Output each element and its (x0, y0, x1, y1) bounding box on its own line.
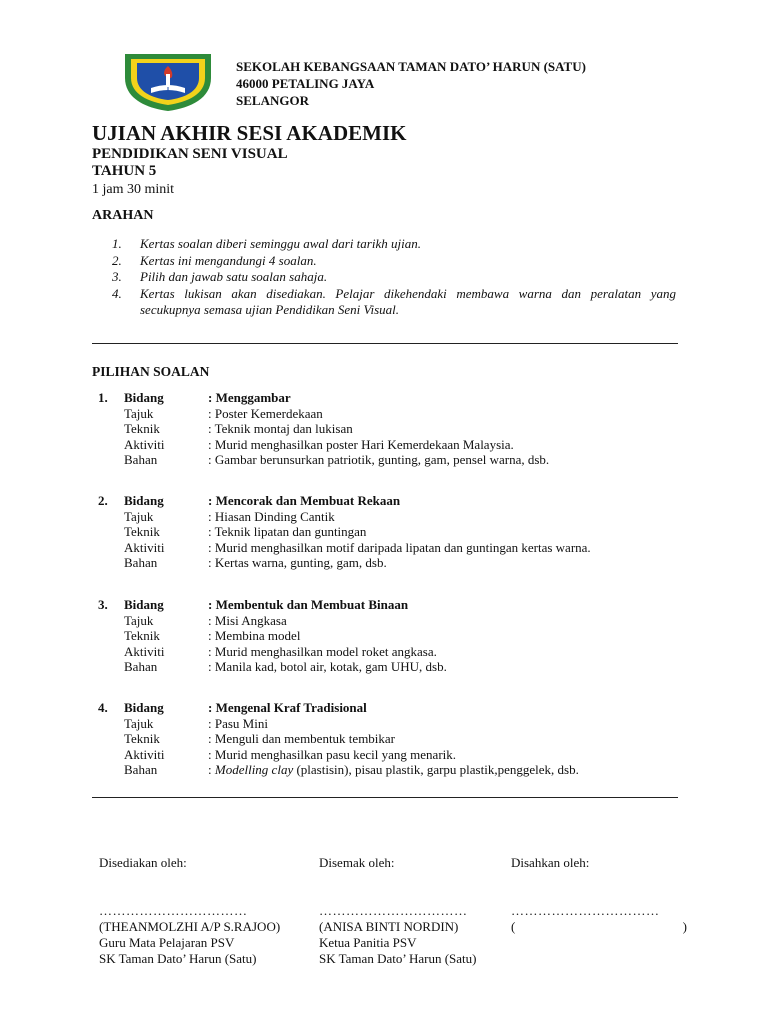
label-bidang: Bidang (124, 390, 164, 405)
signature-school: SK Taman Dato’ Harun (Satu) (99, 951, 257, 966)
label-aktiviti: Aktiviti (124, 539, 165, 555)
value-bidang: : Menggambar (208, 390, 291, 405)
value-bidang: : Membentuk dan Membuat Binaan (208, 597, 409, 612)
divider-bottom (92, 797, 678, 798)
label-tajuk: Tajuk (124, 508, 154, 524)
signature-name: (ANISA BINTI NORDIN) (319, 919, 459, 934)
signature-label: Disemak oleh: (319, 855, 395, 870)
instruction-text: Kertas lukisan akan disediakan. Pelajar dikehendaki membawa warna dan peralatan yang secukupnya semasa ujian Pendidikan Seni Visual. (140, 285, 676, 317)
value-teknik: : Membina model (208, 628, 301, 644)
value-aktiviti: : Murid menghasilkan pasu kecil yang menarik. (208, 746, 457, 762)
value-tajuk: : Poster Kemerdekaan (208, 405, 323, 421)
question-1 (98, 390, 678, 468)
label-bahan: Bahan (124, 555, 158, 571)
instruction-text: Kertas ini mengandungi 4 soalan. (140, 252, 317, 268)
value-aktiviti: : Murid menghasilkan motif daripada lipatan dan guntingan kertas warna. (208, 539, 591, 555)
school-header (236, 58, 586, 109)
value-tajuk: : Pasu Mini (208, 715, 268, 731)
value-bahan: : Gambar berunsurkan patriotik, gunting, gam, pensel warna, dsb. (208, 452, 550, 468)
signature-line: …………………………… (319, 903, 468, 918)
school-name: SEKOLAH KEBANGSAAN TAMAN DATO’ HARUN (SATU) (236, 59, 586, 74)
label-tajuk: Tajuk (124, 405, 154, 421)
exam-year: TAHUN 5 (92, 163, 157, 179)
question-number: 3. (98, 597, 108, 612)
signature-label: Disahkan oleh: (511, 855, 590, 870)
value-tajuk: : Misi Angkasa (208, 612, 287, 628)
instruction-text: Kertas soalan diberi seminggu awal dari tarikh ujian. (140, 236, 421, 251)
question-2 (98, 493, 678, 571)
paren-close: ) (682, 919, 687, 934)
exam-title: UJIAN AKHIR SESI AKADEMIK (92, 121, 407, 145)
label-teknik: Teknik (124, 731, 160, 747)
divider-top (92, 343, 678, 344)
label-teknik: Teknik (124, 628, 160, 644)
exam-duration: 1 jam 30 minit (92, 182, 175, 197)
value-aktiviti: : Murid menghasilkan poster Hari Kemerdekaan Malaysia. (208, 436, 514, 452)
value-bahan (208, 762, 678, 778)
instruction-item (112, 269, 676, 286)
signature-checked (319, 855, 476, 967)
instruction-item (112, 253, 676, 270)
instruction-number: 2. (112, 252, 122, 268)
question-number: 1. (98, 390, 108, 405)
paren-open: ( (511, 919, 516, 934)
signature-approved (511, 855, 687, 935)
signature-name: (THEANMOLZHI A/P S.RAJOO) (99, 919, 281, 934)
signature-prepared (99, 855, 280, 967)
label-aktiviti: Aktiviti (124, 643, 165, 659)
value-bahan: : Manila kad, botol air, kotak, gam UHU, dsb. (208, 659, 447, 675)
signature-role: Ketua Panitia PSV (319, 935, 417, 950)
signature-label: Disediakan oleh: (99, 855, 187, 870)
arahan-heading: ARAHAN (92, 208, 154, 223)
pilihan-heading: PILIHAN SOALAN (92, 364, 210, 379)
label-teknik: Teknik (124, 421, 160, 437)
instruction-number: 3. (112, 269, 122, 284)
label-aktiviti: Aktiviti (124, 436, 165, 452)
bahan-rest: (plastisin), pisau plastik, garpu plastik,penggelek, dsb. (293, 762, 579, 778)
school-state: SELANGOR (236, 93, 309, 108)
label-aktiviti: Aktiviti (124, 746, 165, 762)
bahan-italic: Modelling clay (214, 762, 294, 778)
label-bahan: Bahan (124, 659, 158, 675)
exam-subject-block (92, 146, 288, 180)
question-number: 4. (98, 700, 108, 715)
signature-school: SK Taman Dato’ Harun (Satu) (319, 951, 477, 966)
bahan-prefix: : (208, 762, 215, 778)
signature-role: Guru Mata Pelajaran PSV (99, 935, 235, 950)
value-tajuk: : Hiasan Dinding Cantik (208, 508, 335, 524)
question-number: 2. (98, 493, 108, 508)
instruction-item (112, 236, 676, 253)
signature-name-blank (511, 919, 687, 935)
value-teknik: : Teknik montaj dan lukisan (208, 421, 353, 437)
signature-line: …………………………… (511, 903, 660, 918)
label-teknik: Teknik (124, 524, 160, 540)
value-bidang: : Mengenal Kraf Tradisional (208, 700, 367, 715)
signature-line: …………………………… (99, 903, 248, 918)
value-bidang: : Mencorak dan Membuat Rekaan (208, 493, 401, 508)
value-teknik: : Teknik lipatan dan guntingan (208, 524, 367, 540)
instruction-list (112, 236, 676, 319)
exam-subject: PENDIDIKAN SENI VISUAL (92, 146, 288, 162)
question-4 (98, 700, 678, 778)
label-bahan: Bahan (124, 762, 158, 778)
instruction-text: Pilih dan jawab satu soalan sahaja. (140, 269, 328, 284)
instruction-number: 1. (112, 236, 122, 251)
label-bidang: Bidang (124, 597, 164, 612)
school-address: 46000 PETALING JAYA (236, 76, 375, 91)
value-aktiviti: : Murid menghasilkan model roket angkasa. (208, 643, 437, 659)
label-bahan: Bahan (124, 452, 158, 468)
value-bahan: : Kertas warna, gunting, gam, dsb. (208, 555, 387, 571)
label-tajuk: Tajuk (124, 612, 154, 628)
label-tajuk: Tajuk (124, 715, 154, 731)
instruction-number: 4. (112, 285, 122, 301)
instruction-item (112, 286, 676, 319)
label-bidang: Bidang (124, 700, 164, 715)
label-bidang: Bidang (124, 493, 164, 508)
value-teknik: : Menguli dan membentuk tembikar (208, 731, 396, 747)
school-logo (121, 48, 215, 112)
question-3 (98, 597, 678, 675)
